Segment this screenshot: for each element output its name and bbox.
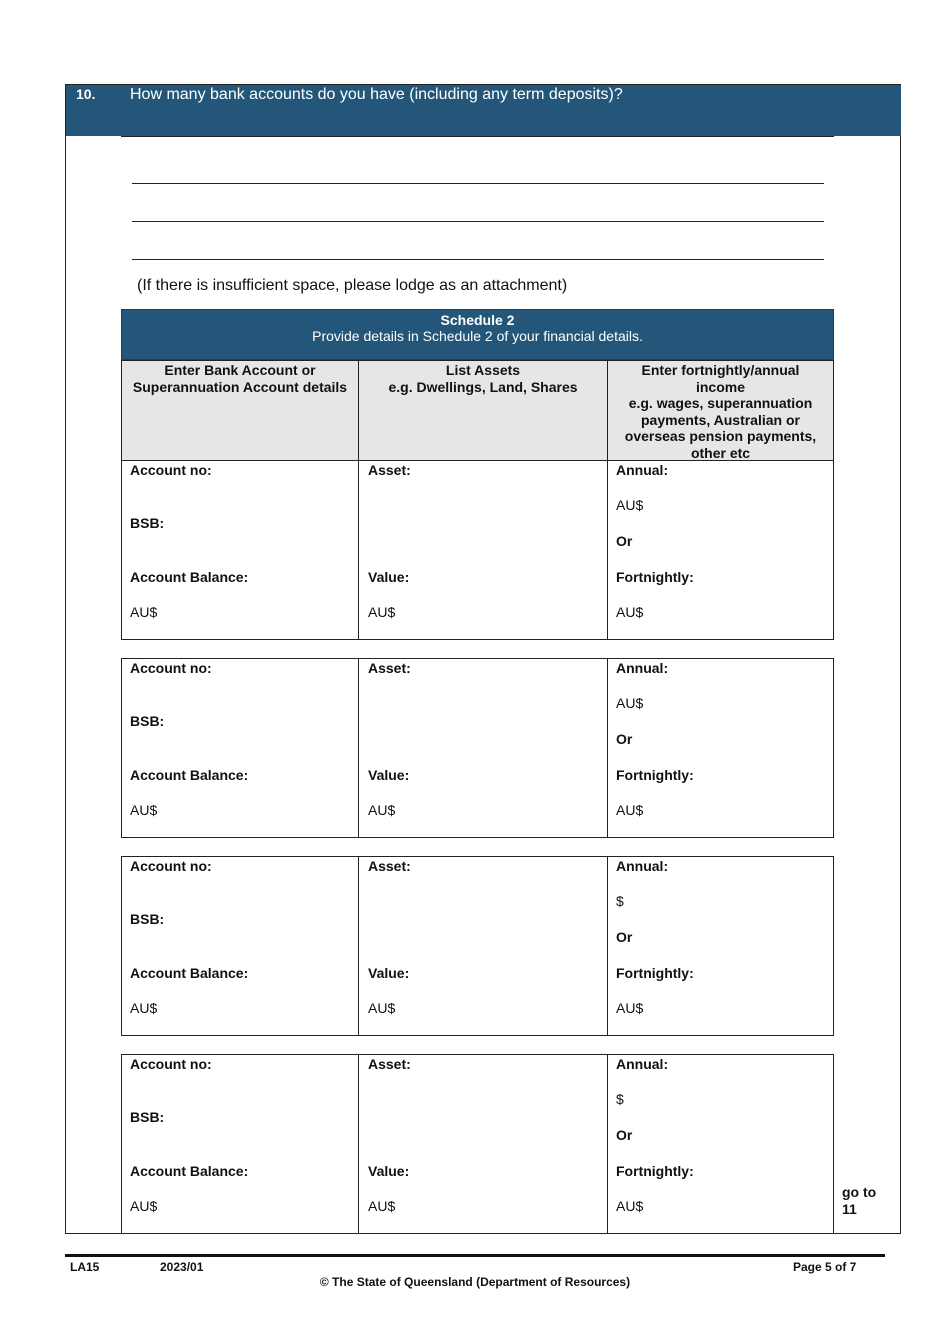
annual-label: Annual: [616, 660, 669, 676]
column-header-assets: List Assets e.g. Dwellings, Land, Shares [358, 360, 608, 461]
annual-label: Annual: [616, 1056, 669, 1072]
answer-line[interactable] [132, 221, 824, 222]
annual-label: Annual: [616, 462, 669, 478]
form-version: 2023/01 [160, 1260, 204, 1274]
asset-label: Asset: [368, 660, 411, 676]
asset-label: Asset: [368, 462, 411, 478]
fortnightly-currency: AU$ [616, 1000, 644, 1016]
answer-line[interactable] [121, 136, 834, 137]
value-currency: AU$ [368, 1198, 396, 1214]
fortnightly-currency: AU$ [616, 1198, 644, 1214]
fortnightly-currency: AU$ [616, 802, 644, 818]
account-balance-label: Account Balance: [130, 965, 249, 981]
form-code: LA15 [70, 1260, 100, 1274]
account-balance-label: Account Balance: [130, 767, 249, 783]
or-label: Or [616, 533, 633, 549]
copyright: © The State of Queensland (Department of Resources) [319, 1275, 631, 1289]
annual-currency: AU$ [616, 497, 644, 513]
annual-currency: $ [616, 893, 624, 909]
account-no-label: Account no: [130, 660, 212, 676]
column-header-income: Enter fortnightly/annual income e.g. wages, superannuation payments, Australian or overseas pension payments, other etc [607, 360, 834, 461]
fortnightly-label: Fortnightly: [616, 767, 694, 783]
asset-label: Asset: [368, 1056, 411, 1072]
footer-rule [65, 1254, 885, 1257]
balance-currency: AU$ [130, 604, 158, 620]
account-no-label: Account no: [130, 858, 212, 874]
balance-currency: AU$ [130, 1198, 158, 1214]
account-no-label: Account no: [130, 462, 212, 478]
schedule-header [121, 309, 834, 360]
answer-line[interactable] [132, 183, 824, 184]
go-to-instruction: go to 11 [842, 1184, 877, 1217]
bsb-label: BSB: [130, 911, 165, 927]
bsb-label: BSB: [130, 1109, 165, 1125]
or-label: Or [616, 731, 633, 747]
or-label: Or [616, 1127, 633, 1143]
account-no-label: Account no: [130, 1056, 212, 1072]
fortnightly-label: Fortnightly: [616, 1163, 694, 1179]
bsb-label: BSB: [130, 515, 165, 531]
value-label: Value: [368, 767, 410, 783]
insufficient-space-note: (If there is insufficient space, please lodge as an attachment) [137, 277, 568, 294]
schedule-title: Schedule 2 [440, 312, 515, 328]
balance-currency: AU$ [130, 802, 158, 818]
value-label: Value: [368, 1163, 410, 1179]
fortnightly-currency: AU$ [616, 604, 644, 620]
annual-currency: $ [616, 1091, 624, 1107]
question-number: 10. [76, 86, 96, 102]
account-block [121, 460, 834, 640]
fortnightly-label: Fortnightly: [616, 965, 694, 981]
account-block [121, 856, 834, 1036]
account-balance-label: Account Balance: [130, 569, 249, 585]
account-block [121, 658, 834, 838]
value-currency: AU$ [368, 1000, 396, 1016]
asset-label: Asset: [368, 858, 411, 874]
value-currency: AU$ [368, 802, 396, 818]
value-currency: AU$ [368, 604, 396, 620]
page-number: Page 5 of 7 [793, 1260, 857, 1274]
column-header-bank-account: Enter Bank Account or Superannuation Account details [121, 360, 359, 461]
or-label: Or [616, 929, 633, 945]
balance-currency: AU$ [130, 1000, 158, 1016]
fortnightly-label: Fortnightly: [616, 569, 694, 585]
account-balance-label: Account Balance: [130, 1163, 249, 1179]
annual-currency: AU$ [616, 695, 644, 711]
question-text: How many bank accounts do you have (including any term deposits)? [130, 86, 623, 103]
value-label: Value: [368, 965, 410, 981]
answer-line[interactable] [132, 259, 824, 260]
value-label: Value: [368, 569, 410, 585]
account-block [121, 1054, 834, 1234]
schedule-description: Provide details in Schedule 2 of your financial details. [312, 328, 643, 344]
bsb-label: BSB: [130, 713, 165, 729]
annual-label: Annual: [616, 858, 669, 874]
